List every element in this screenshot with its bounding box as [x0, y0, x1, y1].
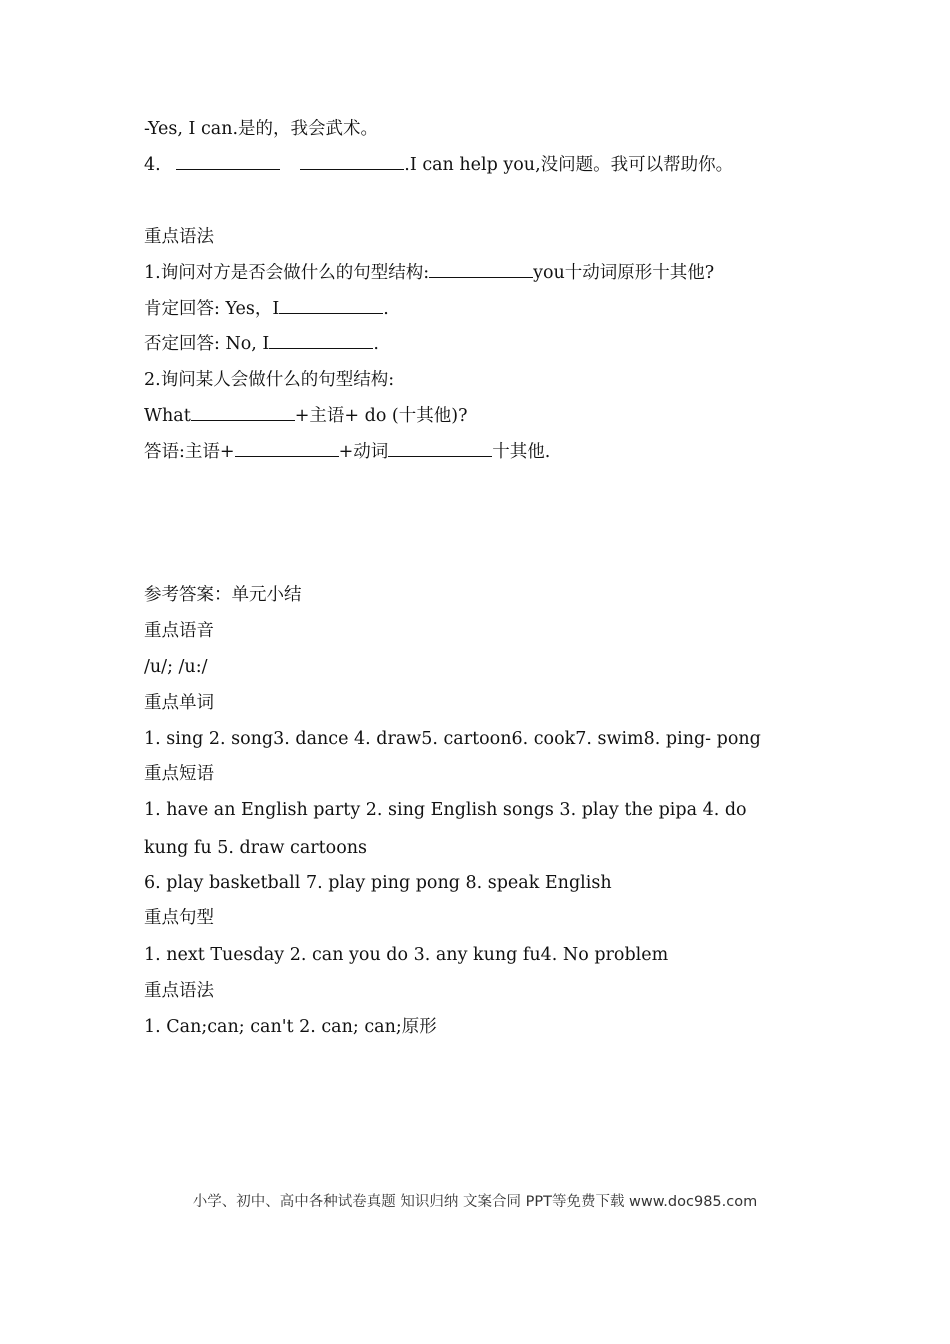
answer-grammar: 1. Can;can; can't 2. can; can;原形 — [144, 1017, 437, 1037]
blank[interactable] — [269, 333, 373, 349]
phrases-answer-line2: kung fu 5. draw cartoons — [144, 838, 367, 858]
answers-title: 参考答案：单元小结 — [144, 585, 302, 605]
fill-line-4: 4. .I can help you,没问题。我可以帮助你。 — [144, 155, 734, 175]
grammar-what: What +主语+ do (十其他)? — [144, 406, 468, 426]
phrases-heading: 重点短语 — [144, 764, 214, 784]
blank[interactable] — [279, 298, 383, 314]
phonetics-heading: 重点语音 — [144, 621, 214, 641]
answer-grammar-heading: 重点语法 — [144, 981, 214, 1001]
page-footer: 小学、初中、高中各种试卷真题 知识归纳 文案合同 PPT等免费下载 www.doc985.com — [192, 1194, 758, 1210]
grammar-q2: 2.询问某人会做什么的句型结构: — [144, 370, 395, 390]
phonetics-answer: /u/; /u:/ — [144, 657, 208, 677]
grammar-negative: 否定回答: No, I . — [144, 334, 379, 354]
phrases-answer-line1: 1. have an English party 2. sing English songs 3. play the pipa 4. do — [144, 800, 747, 820]
blank[interactable] — [300, 154, 404, 170]
words-heading: 重点单词 — [144, 693, 214, 713]
blank[interactable] — [235, 441, 339, 457]
blank[interactable] — [176, 154, 280, 170]
sentences-answer: 1. next Tuesday 2. can you do 3. any kung fu4. No problem — [144, 945, 669, 965]
grammar-q1: 1.询问对方是否会做什么的句型结构: you十动词原形十其他? — [144, 263, 715, 283]
blank[interactable] — [191, 405, 295, 421]
grammar-answer: 答语:主语+ +动词 十其他. — [144, 442, 551, 462]
grammar-affirm: 肯定回答: Yes，I . — [144, 299, 389, 319]
answer-line-yes: -Yes, I can.是的，我会武术。 — [144, 119, 379, 139]
sentences-heading: 重点句型 — [144, 908, 214, 928]
words-answer: 1. sing 2. song3. dance 4. draw5. cartoon6. cook7. swim8. ping- pong — [144, 729, 761, 749]
grammar-heading: 重点语法 — [144, 227, 214, 247]
blank[interactable] — [429, 262, 533, 278]
phrases-answer-line3: 6. play basketball 7. play ping pong 8. speak English — [144, 873, 612, 893]
blank[interactable] — [388, 441, 492, 457]
